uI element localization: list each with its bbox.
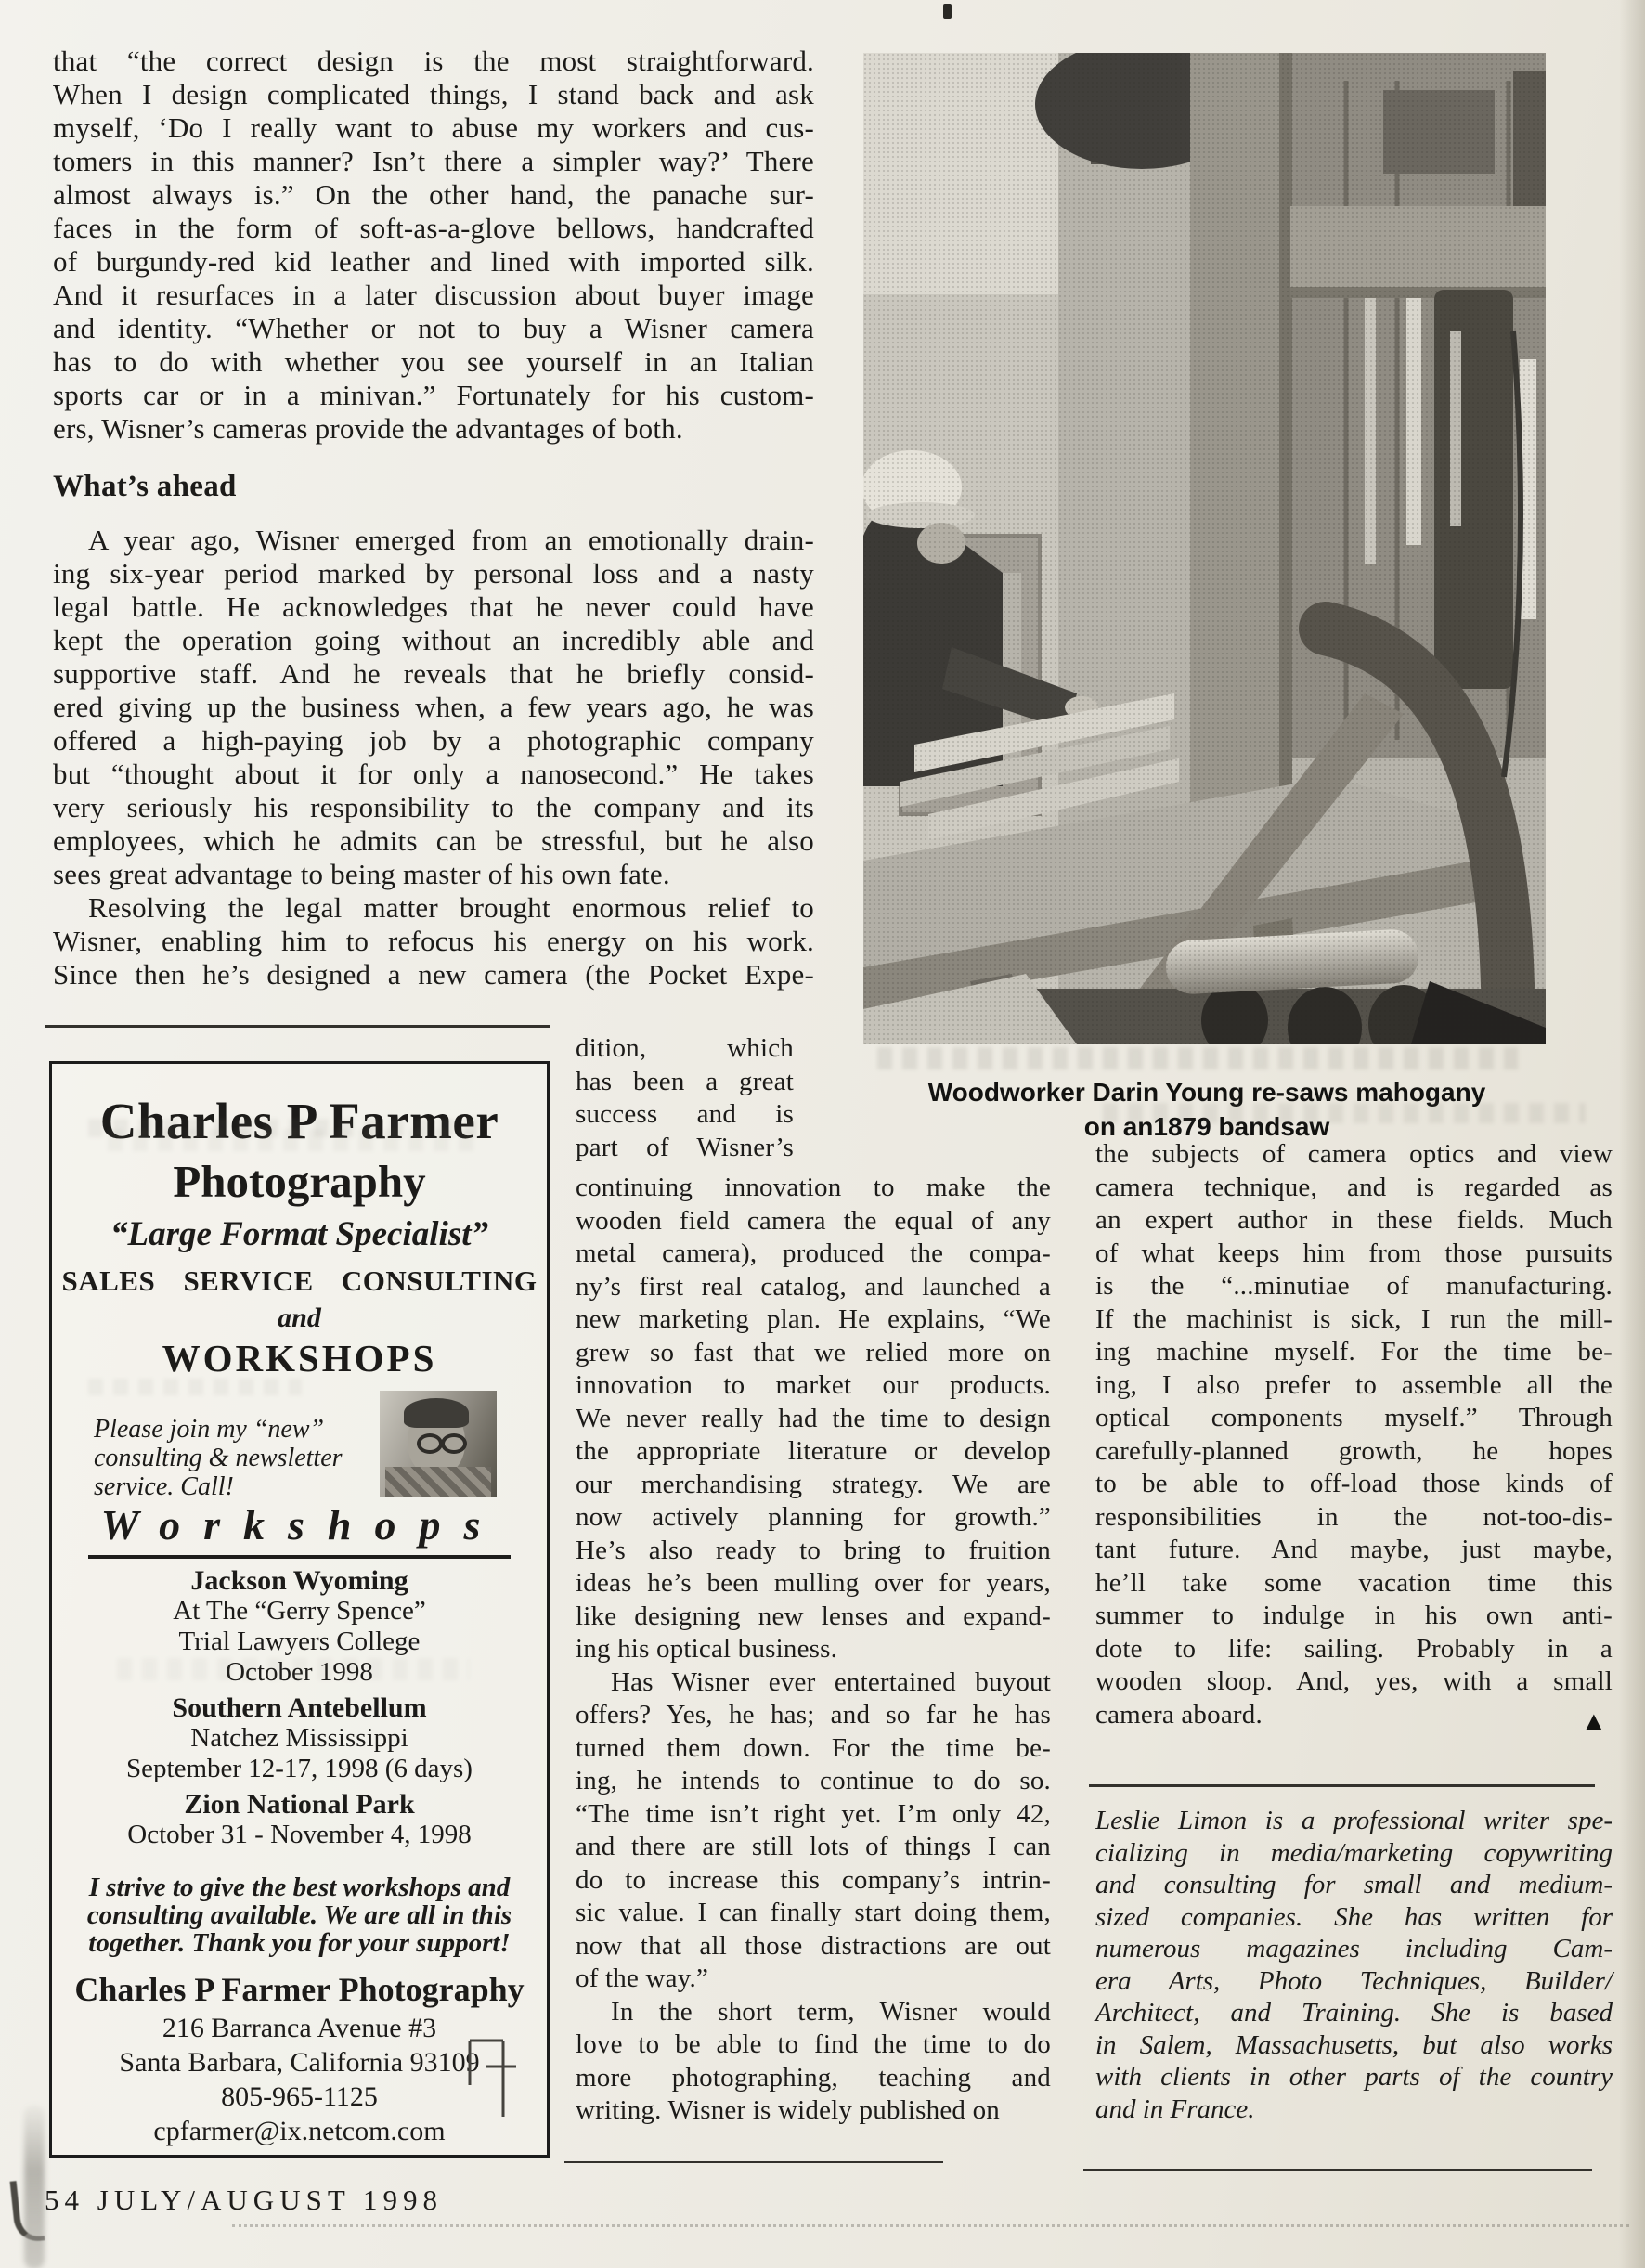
text-line: summer to indulge in his own anti- [1095,1601,1613,1630]
text-line: writing. Wisner is widely published on [576,2095,1000,2125]
ad-pledge-text [52,1873,547,1957]
text-line: of burgundy-red kid leather and lined with imported silk. [53,245,814,278]
advertiser-portrait-photo [380,1391,497,1497]
text-line: myself, ‘Do I really want to abuse my workers and cus- [53,111,814,144]
cf-monogram-logo [464,2031,518,2119]
scan-artifact-line [232,2224,1629,2227]
ad-phone: 805-965-1125 [221,2081,378,2112]
workshop-event [52,1789,547,1850]
text-line: supportive staff. And he reveals that he briefly consid- [53,657,814,690]
text-line: do to increase this company’s intrin- [576,1864,1051,1895]
text-line: sized companies. She has written for [1095,1901,1613,1932]
ad-tagline: “Large Format Specialist” [110,1215,488,1253]
ad-email: cpfarmer@ix.netcom.com [153,2116,446,2146]
text-line: consulting available. We are all in this [86,1900,512,1930]
ad-services-line: SALES SERVICE CONSULTING [61,1264,538,1297]
text-line: but “thought about it for only a nanosecond.” He takes [53,758,814,790]
text-line: cializing in media/marketing copywriting [1095,1837,1613,1868]
article-paragraph [53,45,814,446]
text-line: Since then he’s designed a new camera (the Pocket Expe- [53,958,814,991]
text-line: and consulting for small and medium- [1095,1870,1613,1899]
text-line: legal battle. He acknowledges that he never could have [53,590,814,623]
ad-subtitle: Photography [173,1156,426,1207]
text-line: has to do with whether you see yourself in an Italian [53,345,814,378]
text-line: part of Wisner’s [576,1132,794,1162]
text-line: Wisner, enabling him to refocus his energy on his work. [53,925,814,957]
text-line: tomers in this manner? Isn’t there a simpler way?’ There [53,145,814,177]
ad-invite-text [94,1415,372,1501]
text-line: of the way.” [576,1963,709,1993]
text-line: era Arts, Photo Techniques, Builder/ [1095,1965,1613,1996]
ad-title: Charles P Farmer [99,1093,499,1149]
text-line: numerous magazines including Cam- [1095,1934,1613,1963]
text-line: metal camera), produced the compa- [576,1238,1051,1268]
text-line: faces in the form of soft-as-a-glove bellows, handcrafted [53,212,814,244]
glasses-icon [417,1433,443,1454]
text-line: an expert author in these fields. Much [1095,1205,1613,1235]
page-footer: 54 JULY/AUGUST 1998 [45,2184,443,2216]
text-line: sic value. I can finally start doing them, [576,1898,1051,1927]
divider-right-bottom [1083,2169,1592,2171]
text-line: wooden sloop. And, yes, with a small [1095,1666,1613,1696]
text-line: that “the correct design is the most straightforward. [53,45,814,77]
text-line: grew so fast that we relied more on [576,1337,1051,1367]
workshop-event-detail: September 12-17, 1998 (6 days) [126,1754,473,1783]
section-heading: What’s ahead [53,470,237,503]
text-line: When I design complicated things, I stand back and ask [53,78,814,110]
text-line: new marketing plan. He explains, “We [576,1304,1051,1334]
text-line: I strive to give the best workshops and [88,1873,511,1902]
text-line: and in France. [1095,2093,1255,2124]
ad-address-line2: Santa Barbara, California 93109 [119,2047,480,2078]
divider-bio-top [1089,1784,1595,1787]
ad-address-line1: 216 Barranca Avenue #3 [162,2013,437,2043]
text-line: consulting & newsletter [94,1444,343,1472]
text-line: He’s also ready to bring to fruition [576,1535,1051,1565]
workshop-event-detail: October 1998 [226,1657,373,1687]
print-bleedthrough [88,1119,478,1137]
text-line: more photographing, teaching and [576,2062,1051,2093]
text-line: like designing new lenses and expand- [576,1601,1051,1631]
article-paragraph [53,891,814,991]
bandsaw-workshop-photo [863,53,1546,1044]
end-of-article-triangle-icon: ▲ [1580,1706,1608,1737]
text-line: in Salem, Massachusetts, but also works [1095,2029,1613,2060]
text-line: love to be able to find the time to do [576,2029,1051,2059]
advertisement-box [49,1061,550,2158]
text-line: employees, which he admits can be stressful, but he also [53,824,814,857]
text-line: has been a great [576,1066,794,1096]
text-line: optical components myself.” Through [1095,1403,1613,1432]
workshop-event-detail: Natchez Mississippi [190,1723,408,1753]
text-line: Architect, and Training. She is based [1095,1998,1613,2028]
ad-workshop-events-list [52,1565,547,1855]
text-line: kept the operation going without an incredibly able and [53,624,814,656]
text-line: service. Call! [94,1472,234,1501]
text-line: dote to life: sailing. Probably in a [1095,1633,1613,1664]
text-line: wooden field camera the equal of any [576,1205,1051,1236]
ad-workshops-word: WORKSHOPS [162,1337,437,1380]
text-line: Leslie Limon is a professional writer spe- [1095,1806,1613,1835]
text-line: innovation to market our products. [576,1370,1051,1400]
text-line: is the “...minutiae of manufacturing. [1095,1271,1613,1301]
workshop-event-detail: At The “Gerry Spence” [173,1596,426,1626]
text-line: ered giving up the business when, a few years ago, he was [53,691,814,723]
text-line: the appropriate literature or develop [576,1436,1051,1466]
text-line: If the machinist is sick, I run the mill- [1095,1303,1613,1334]
article-right-column [1095,1138,1613,1731]
ad-and-word: and [278,1302,321,1333]
text-line: responsibilities in the not-too-dis- [1095,1501,1613,1532]
page-edge-shadow [1619,0,1645,2268]
text-line: Woodworker Darin Young re-saws mahogany [927,1078,1486,1107]
ad-workshops-header: Workshops [88,1500,512,1559]
portrait-plaid-shirt [385,1467,491,1497]
text-line: ny’s first real catalog, and launched a [576,1271,1051,1302]
photo-illustration [863,53,1546,1044]
workshop-event [52,1692,547,1784]
text-line: to be able to off-load those kinds of [1095,1469,1613,1498]
text-line: continuing innovation to make the [576,1173,1051,1202]
text-line: And it resurfaces in a later discussion about buyer image [53,279,814,311]
portrait-hair [404,1398,469,1428]
text-line: very seriously his responsibility to the company and its [53,791,814,823]
divider-above-ad [45,1025,550,1028]
text-line: on an1879 bandsaw [1083,1112,1330,1141]
text-line: Has Wisner ever entertained buyout [611,1666,1051,1697]
workshop-event-detail: Trial Lawyers College [178,1626,421,1656]
text-line: and identity. “Whether or not to buy a Wisner camera [53,312,814,344]
text-line: sees great advantage to being master of his own fate. [53,858,670,890]
text-line: of what keeps him from those pursuits [1095,1238,1613,1268]
text-line: turned them down. For the time be- [576,1732,1051,1763]
text-line: now that all those distractions are out [576,1930,1051,1961]
text-line: offered a high-paying job by a photographic company [53,724,814,757]
text-line: tant future. And maybe, just maybe, [1095,1535,1613,1564]
text-line: ers, Wisner’s cameras provide the advantages of both. [53,412,683,445]
text-line: “The time isn’t right yet. I’m only 42, [576,1798,1051,1829]
text-line: sports car or in a minivan.” Fortunately for his custom- [53,379,814,411]
workshop-event-title: Southern Antebellum [172,1692,427,1723]
print-bleedthrough [88,1379,302,1395]
text-line: success and is [576,1099,794,1129]
glasses-icon [441,1433,467,1454]
print-bleedthrough [117,1658,470,1680]
text-line: A year ago, Wisner emerged from an emotionally drain- [88,524,814,556]
print-bleedthrough [1103,1103,1586,1123]
author-bio [1095,1805,1613,2125]
ad-contact-name: Charles P Farmer Photography [74,1971,525,2008]
divider-middle-bottom [564,2161,943,2163]
text-line: now actively planning for growth.” [576,1502,1051,1532]
workshop-event-detail: October 31 - November 4, 1998 [127,1820,472,1849]
text-line: offers? Yes, he has; and so far he has [576,1700,1051,1730]
text-line: our merchandising strategy. We are [576,1469,1051,1499]
text-line: ing, I also prefer to assemble all the [1095,1369,1613,1400]
text-line: almost always is.” On the other hand, the panache sur- [53,178,814,211]
article-middle-column [576,1172,1051,2128]
text-line: ing machine myself. For the time be- [1095,1337,1613,1367]
text-line: camera technique, and is regarded as [1095,1172,1613,1202]
text-line: together. Thank you for your support! [88,1928,511,1958]
text-line: camera aboard. [1095,1699,1263,1730]
scan-speck [943,4,952,19]
text-line: Resolving the legal matter brought enormous relief to [88,891,814,924]
article-left-column [53,45,814,991]
text-line: In the short term, Wisner would [611,1996,1051,2027]
ad-workshops-header-wrap [52,1500,547,1559]
workshop-event-title: Zion National Park [184,1789,415,1820]
text-line: dition, which [576,1033,794,1063]
workshop-event-title: Jackson Wyoming [190,1565,408,1596]
article-middle-column-narrow [576,1032,794,1164]
text-line: the subjects of camera optics and view [1095,1139,1613,1169]
text-line: ing six-year period marked by personal loss and a nasty [53,557,814,590]
text-line: Please join my “new” [94,1415,325,1444]
text-line: ing, he intends to continue to do so. [576,1766,1051,1795]
print-bleedthrough [877,1047,1518,1069]
text-line: with clients in other parts of the country [1095,2062,1613,2092]
text-line: he’ll take some vacation time this [1095,1567,1613,1598]
text-line: carefully-planned growth, he hopes [1095,1435,1613,1466]
text-line: and there are still lots of things I can [576,1832,1051,1861]
text-line: ideas he’s been mulling over for years, [576,1568,1051,1598]
text-line: ing his optical business. [576,1634,838,1664]
text-line: We never really had the time to design [576,1403,1051,1433]
article-paragraph [53,524,814,891]
